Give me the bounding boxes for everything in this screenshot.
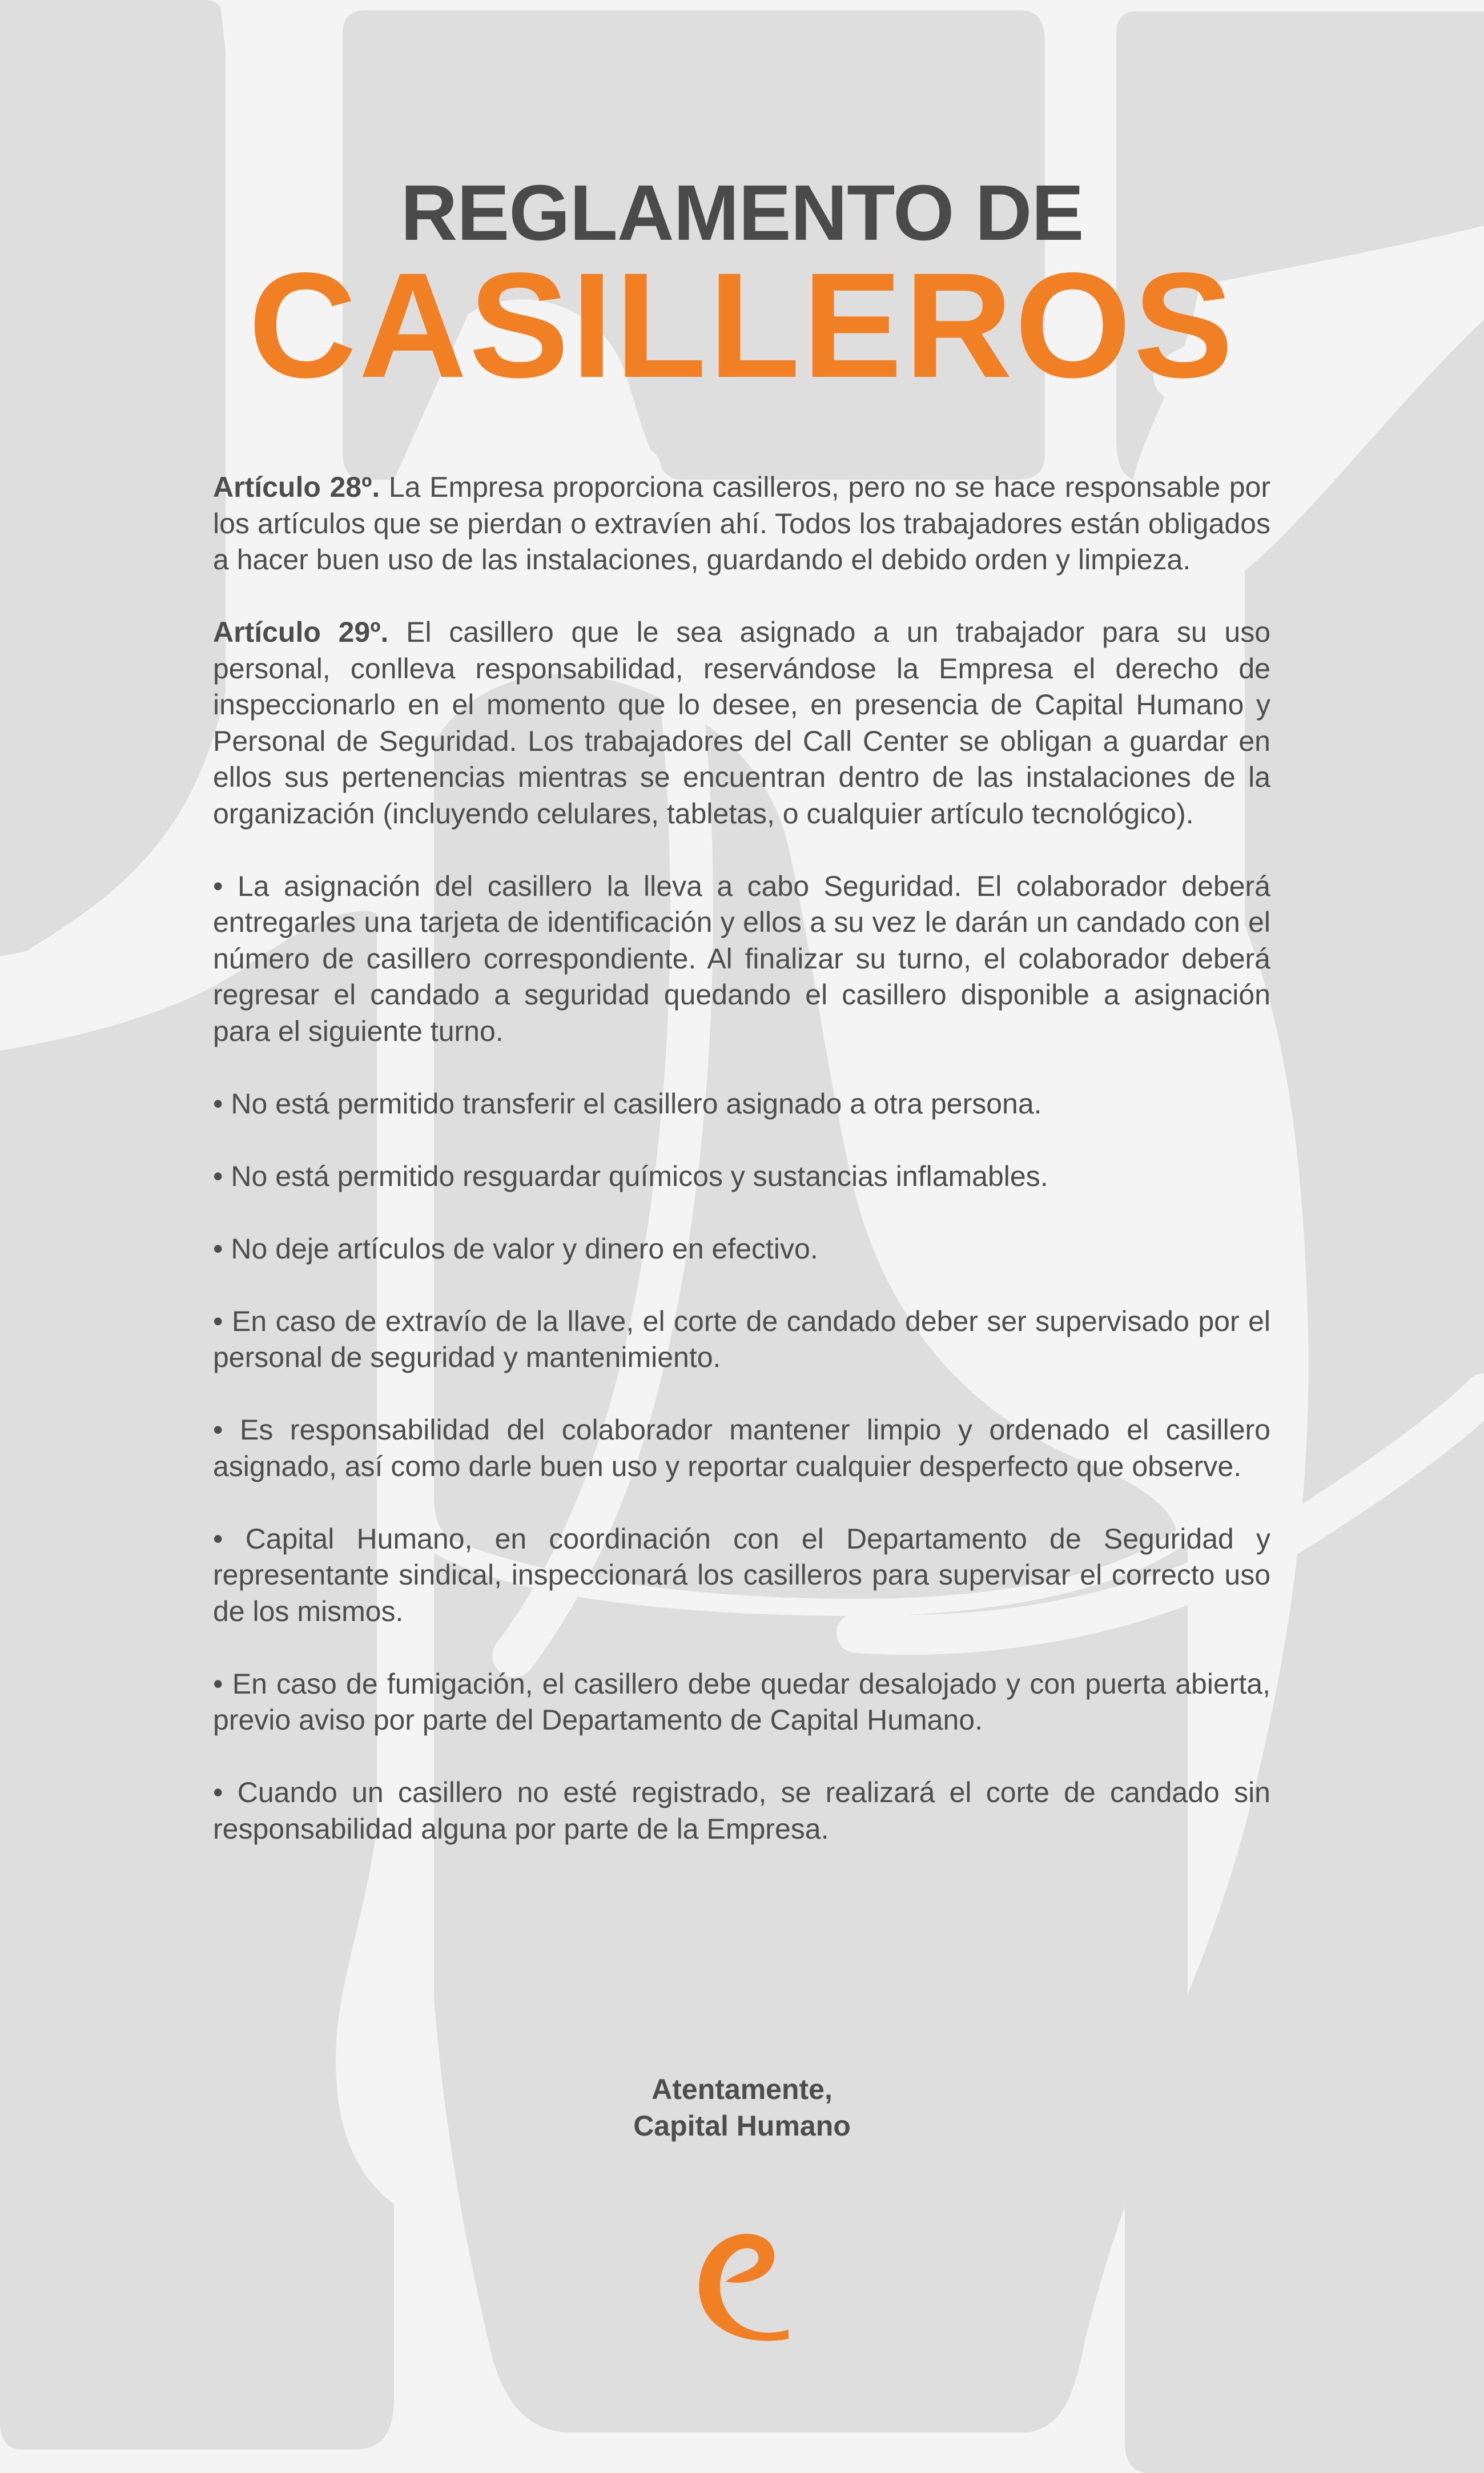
article-29: [213, 614, 1270, 832]
bullet-item: • No deje artículos de valor y dinero en efectivo.: [213, 1232, 818, 1265]
bullet-item: • En caso de extravío de la llave, el corte de candado deber ser supervisado por el personal de seguridad y mantenimiento.: [213, 1305, 1270, 1373]
bullet-item: • Es responsabilidad del colaborador mantener limpio y ordenado el casillero asignado, así como darle buen uso y reportar cualquier desperfecto que observe.: [213, 1414, 1270, 1482]
title-line-2: CASILLEROS: [248, 242, 1236, 409]
bullet-item: • No está permitido transferir el casillero asignado a otra persona.: [213, 1087, 1042, 1120]
bullet-item: • En caso de fumigación, el casillero debe quedar desalojado y con puerta abierta, previo aviso por parte del Departamento de Capital Humano.: [213, 1667, 1270, 1736]
bullet-item: • No está permitido resguardar químicos y sustancias inflamables.: [213, 1160, 1048, 1192]
article-label: Artículo 29º.: [213, 616, 389, 648]
article-text: El casillero que le sea asignado a un trabajador para su uso personal, conlleva responsabilidad, reservándose la Empresa el derecho de inspeccionarlo en el momento que lo desee, en presencia de Capital Humano y Personal de Seguridad. Los trabajadores del Call Center se obligan a guardar en ellos sus pertenencias mientras se encuentran dentro de las instalaciones de la organización (incluyendo celulares, tabletas, o cualquier artículo tecnológico).: [213, 616, 1271, 830]
signoff-closing: Atentamente,: [651, 2073, 833, 2105]
brand-c-logo-icon: [693, 2227, 793, 2347]
title-line-1: REGLAMENTO DE: [400, 169, 1084, 257]
signoff: [0, 2072, 1484, 2144]
regulation-body: [213, 469, 1270, 1884]
bullet-item: • Cuando un casillero no esté registrado, se realizará el corte de candado sin responsabilidad alguna por parte de la Empresa.: [213, 1776, 1270, 1845]
bullet-item: • La asignación del casillero la lleva a cabo Seguridad. El colaborador deberá entregarles una tarjeta de identificación y ellos a su vez le darán un candado con el número de casillero correspondiente. Al finalizar su turno, el colaborador deberá regresar el candado a seguridad quedando el casillero disponible a asignación para el siguiente turno.: [213, 870, 1270, 1047]
signoff-department: Capital Humano: [633, 2109, 851, 2142]
article-text: La Empresa proporciona casilleros, pero no se hace responsable por los artículos que se pierdan o extravíen ahí. Todos los trabajadores están obligados a hacer buen uso de las instalaciones, guardando el debido orden y limpieza.: [213, 471, 1270, 576]
article-28: [213, 469, 1270, 578]
article-label: Artículo 28º.: [213, 471, 380, 503]
bullet-item: • Capital Humano, en coordinación con el Departamento de Seguridad y representante sindical, inspeccionará los casilleros para supervisar el correcto uso de los mismos.: [213, 1522, 1270, 1627]
